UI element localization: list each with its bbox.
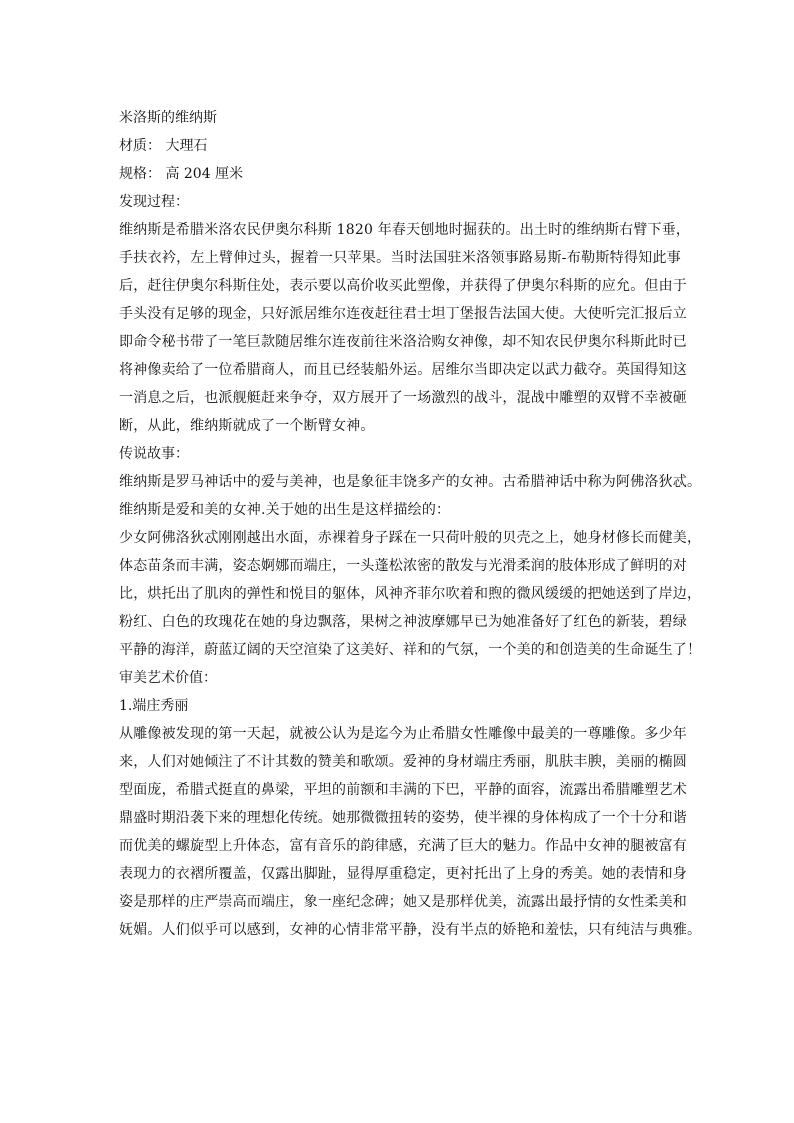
paragraph-line: 维纳斯是罗马神话中的爱与美神，也是象征丰饶多产的女神。古希腊神话中称为阿佛洛狄忒。: [119, 474, 702, 490]
paragraph-line: 一消息之后，也派舰艇赶来争夺，双方展开了一场激烈的战斗，混战中雕塑的双臂不幸被砸: [119, 390, 687, 406]
paragraph-line: 粉红、白色的玫瑰花在她的身边飘落，果树之神波摩娜早已为她准备好了红色的新装，碧绿: [119, 614, 687, 630]
paragraph-line: 断，从此，维纳斯就成了一个断臂女神。: [119, 418, 375, 434]
value-subheading: 1.端庄秀丽: [119, 698, 189, 714]
paragraph-line: 体态苗条而丰满，姿态婀娜而端庄，一头蓬松浓密的散发与光滑柔润的肢体形成了鲜明的对: [119, 558, 687, 574]
value-paragraph: [119, 720, 702, 944]
paragraph-line: 维纳斯是希腊米洛农民伊奥尔科斯 1820 年春天刨地时掘获的。出土时的维纳斯右臂下垂，: [119, 222, 691, 238]
paragraph-line: 即命令秘书带了一笔巨款随居维尔连夜前往米洛洽购女神像，却不知农民伊奥尔科斯此时已: [119, 334, 687, 350]
legend-heading: 传说故事：: [119, 446, 189, 462]
paragraph-line: 型面庞，希腊式挺直的鼻梁，平坦的前额和丰满的下巴，平静的面容，流露出希腊雕塑艺术: [119, 782, 687, 798]
legend-paragraph-intro: [119, 468, 702, 524]
paragraph-line: 比，烘托出了肌肉的弹性和悦目的躯体，风神齐菲尔吹着和煦的微风缓缓的把她送到了岸边，: [119, 586, 702, 602]
paragraph-line: 表现力的衣褶所覆盖，仅露出脚趾，显得厚重稳定，更衬托出了上身的秀美。她的表情和身: [119, 866, 687, 882]
artwork-title: 米洛斯的维纳斯: [119, 110, 217, 126]
paragraph-line: 平静的海洋，蔚蓝辽阔的天空渲染了这美好、祥和的气氛，一个美的和创造美的生命诞生了！: [119, 642, 702, 658]
paragraph-line: 而优美的螺旋型上升体态，富有音乐的韵律感，充满了巨大的魅力。作品中女神的腿被富有: [119, 838, 687, 854]
discovery-heading: 发现过程：: [119, 194, 189, 210]
paragraph-line: 将神像卖给了一位希腊商人，而且已经装船外运。居维尔当即决定以武力截夺。英国得知这: [119, 362, 687, 378]
paragraph-line: 少女阿佛洛狄忒刚刚越出水面，赤裸着身子踩在一只荷叶般的贝壳之上，她身材修长而健美，: [119, 530, 702, 546]
document-page: [119, 104, 702, 944]
paragraph-line: 维纳斯是爱和美的女神.关于她的出生是这样描绘的：: [119, 502, 451, 518]
paragraph-line: 妩媚。人们似乎可以感到，女神的心情非常平静，没有半点的娇艳和羞怯，只有纯洁与典雅。: [119, 922, 702, 938]
paragraph-line: 从雕像被发现的第一天起，就被公认为是迄今为止希腊女性雕像中最美的一尊雕像。多少年: [119, 726, 687, 742]
paragraph-line: 手头没有足够的现金，只好派居维尔连夜赶往君士坦丁堡报告法国大使。大使听完汇报后立: [119, 306, 687, 322]
paragraph-line: 手扶衣衿，左上臂伸过头，握着一只苹果。当时法国驻米洛领事路易斯-布勒斯特得知此事: [119, 250, 681, 266]
legend-paragraph-birth: [119, 524, 702, 664]
paragraph-line: 鼎盛时期沿袭下来的理想化传统。她那微微扭转的姿势，使半裸的身体构成了一个十分和谐: [119, 810, 687, 826]
paragraph-line: 后，赶往伊奥尔科斯住处，表示要以高价收买此塑像，并获得了伊奥尔科斯的应允。但由于: [119, 278, 687, 294]
value-heading: 审美艺术价值：: [119, 670, 217, 686]
paragraph-line: 姿是那样的庄严崇高而端庄，象一座纪念碑；她又是那样优美，流露出最抒情的女性柔美和: [119, 894, 687, 910]
material-line: 材质： 大理石: [119, 138, 208, 154]
discovery-paragraph: [119, 216, 691, 440]
size-line: 规格： 高 204 厘米: [119, 166, 244, 182]
paragraph-line: 来，人们对她倾注了不计其数的赞美和歌颂。爱神的身材端庄秀丽，肌肤丰腴，美丽的椭圆: [119, 754, 687, 770]
